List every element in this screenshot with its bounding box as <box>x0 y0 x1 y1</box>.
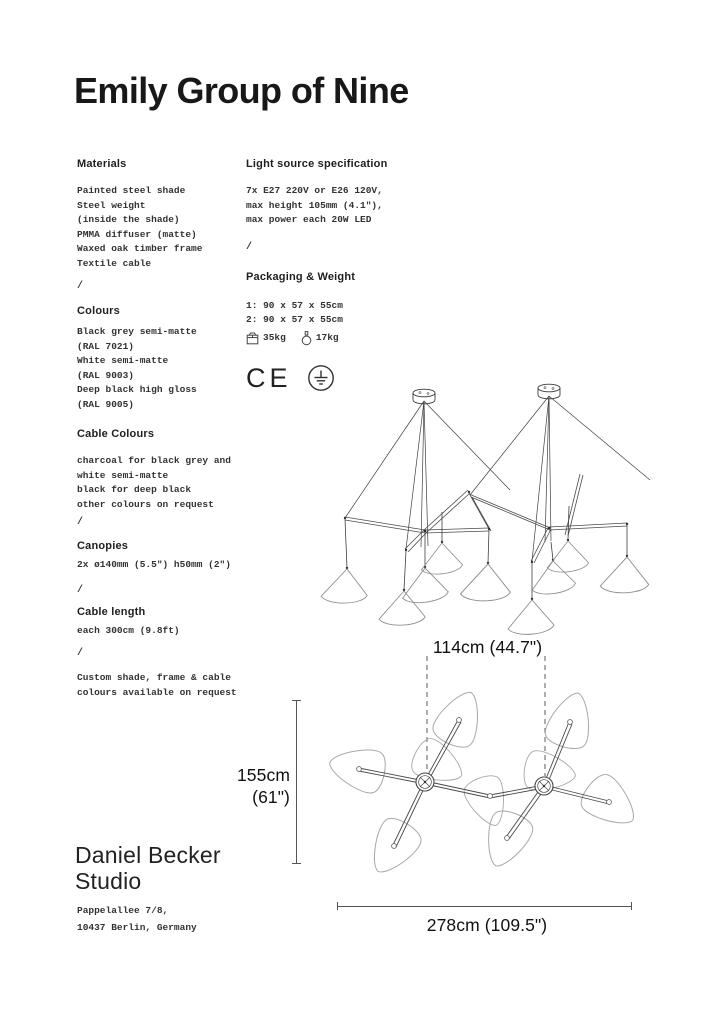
studio-name-line1: Daniel Becker <box>75 842 221 868</box>
spec-line: White semi-matte <box>77 355 169 366</box>
dimension-height-cm: 155cm <box>236 765 290 785</box>
spec-line: Black grey semi-matte <box>77 326 197 337</box>
divider-slash: / <box>77 648 84 659</box>
weight-value: 17kg <box>315 331 339 343</box>
suspension-cables <box>345 396 650 561</box>
spec-line: Deep black high gloss <box>77 384 197 395</box>
spec-line: charcoal for black grey and <box>77 455 231 466</box>
weights-row <box>246 331 436 346</box>
canopies-spec: 2x ø140mm (5.5") h50mm (2") <box>77 559 231 570</box>
colours-list <box>77 325 255 412</box>
dimension-tick <box>292 700 301 701</box>
left-column <box>77 158 255 700</box>
studio-address <box>77 903 197 936</box>
dimension-height-in: (61") <box>252 787 290 807</box>
dimension-line-bottom-width <box>337 906 632 907</box>
cable-length-spec: each 300cm (9.8ft) <box>77 624 180 636</box>
package-icon <box>246 332 259 345</box>
spec-line: Painted steel shade <box>77 185 186 196</box>
spec-line: 2: 90 x 57 x 55cm <box>246 314 343 325</box>
spec-line: PMMA diffuser (matte) <box>77 228 197 240</box>
frame-arms <box>359 720 609 847</box>
spec-line: colours available on request <box>77 686 237 698</box>
right-column <box>246 158 436 394</box>
divider-slash: / <box>77 584 84 596</box>
studio-name <box>75 842 221 894</box>
spec-line: 7x E27 220V or E26 120V, <box>246 185 383 196</box>
spec-line: other colours on request <box>77 498 214 510</box>
spec-line: Custom shade, frame & cable <box>77 672 231 683</box>
shade-centres <box>357 718 612 849</box>
dimension-tick <box>631 902 632 910</box>
section-heading-light-source: Light source specification <box>246 158 388 170</box>
lamp-weight <box>301 331 339 346</box>
studio-name-line2: Studio <box>75 868 142 894</box>
chandelier-top-view-drawing <box>315 650 661 890</box>
bulb-icon <box>301 331 312 346</box>
divider-slash: / <box>77 517 84 528</box>
dimension-tick <box>292 863 301 864</box>
spec-line: Steel weight <box>77 199 146 211</box>
spec-line: white semi-matte <box>77 469 169 481</box>
section-heading-colours: Colours <box>77 305 120 317</box>
dimension-tick <box>337 902 338 910</box>
dimension-line-height <box>296 701 297 863</box>
frame-joints <box>344 491 628 600</box>
divider-slash: / <box>77 281 84 292</box>
page-title: Emily Group of Nine <box>74 70 409 111</box>
dimension-height <box>208 764 290 808</box>
section-heading-canopies: Canopies <box>77 540 129 552</box>
packaging-list <box>246 299 436 328</box>
spec-line: Waxed oak timber frame <box>77 243 203 254</box>
spec-line: max power each 20W LED <box>246 214 372 225</box>
weight-value: 35kg <box>263 331 286 343</box>
spec-line: Textile cable <box>77 257 152 269</box>
cable-colours-list <box>77 454 255 512</box>
packaging-weight <box>246 331 286 346</box>
section-heading-packaging: Packaging & Weight <box>246 270 356 283</box>
spec-line: (RAL 9005) <box>77 398 135 410</box>
section-heading-cable-length: Cable length <box>77 605 146 618</box>
spec-line: max height 105mm (4.1"), <box>246 199 383 211</box>
section-heading-materials: Materials <box>77 158 127 170</box>
ce-mark: CE <box>246 362 292 393</box>
spec-line: 1: 90 x 57 x 55cm <box>246 299 343 311</box>
materials-list <box>77 184 255 271</box>
spec-line: (RAL 7021) <box>77 340 135 352</box>
chandelier-perspective-drawing <box>318 378 714 644</box>
dimension-bottom-width: 278cm (109.5") <box>426 915 548 935</box>
hanger-rods <box>345 506 627 599</box>
divider-slash: / <box>246 241 253 253</box>
shade-outlines <box>325 684 646 883</box>
spec-line: (RAL 9003) <box>77 369 135 381</box>
cone-shades <box>321 540 650 634</box>
light-source-list <box>246 184 436 228</box>
spec-line: (inside the shade) <box>77 214 180 225</box>
spec-line: black for deep black <box>77 484 192 495</box>
section-heading-cable-colours: Cable Colours <box>77 428 155 440</box>
custom-note <box>77 671 255 700</box>
address-line: 10437 Berlin, Germany <box>77 921 197 933</box>
address-line: Pappelallee 7/8, <box>77 905 169 916</box>
frame-bars <box>345 474 627 563</box>
dimension-top-width: 114cm (44.7") <box>432 637 543 657</box>
